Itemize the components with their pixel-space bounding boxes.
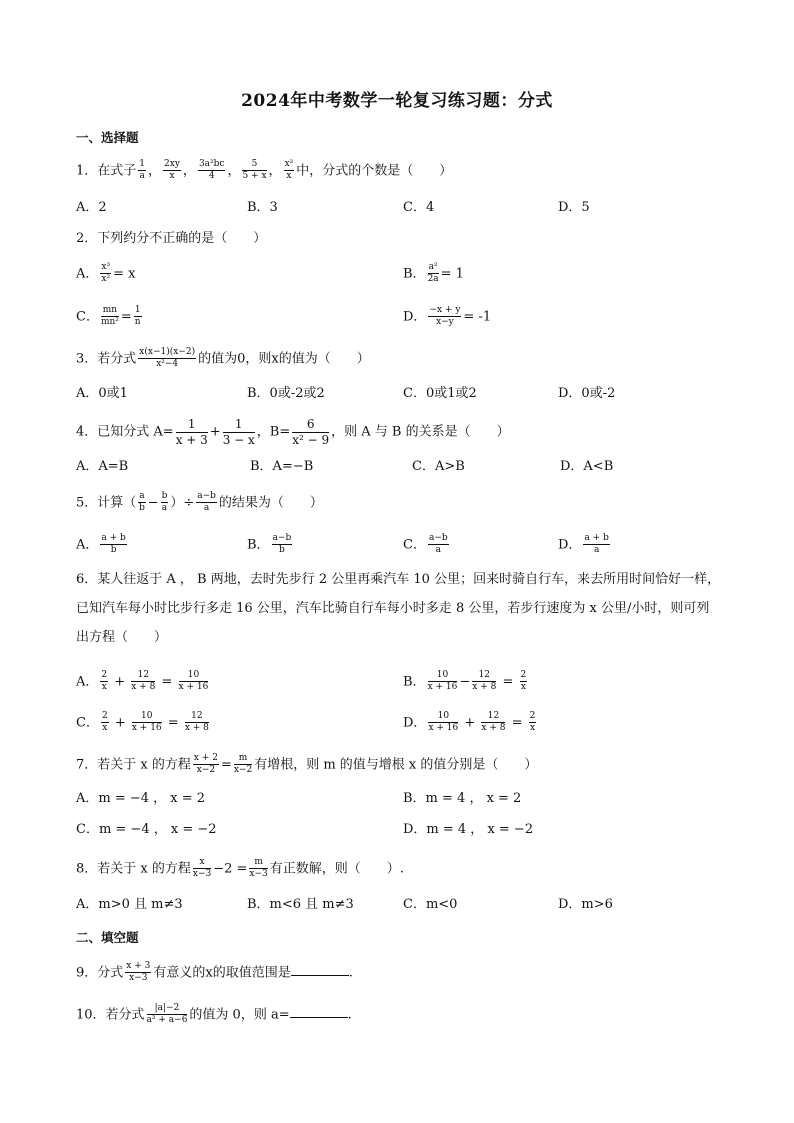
question-7-stem: 7．若关于 x 的方程 $\frac{x + 2}{x-2}$ = $\frac{m}{x-2}$ 有增根，则 m 的值与增根 x 的值分别是（ ） <box>76 753 538 776</box>
question-4-stem: 4．已知分式 A= $\frac{1}{x + 3}$ + $\frac{1}{3 - x}$ ，B= $\frac{6}{\text{x² − 9}}$ ，则 A 与 B 的关系是（ ） <box>76 417 510 447</box>
question-3-option-b: B．0或-2或2 <box>247 386 325 401</box>
question-5-option-a: A． $\frac{a + b}{b}$ <box>76 533 126 556</box>
question-1-option-a: A．2 <box>76 200 107 215</box>
section-heading-choice: 一、选择题 <box>76 130 139 145</box>
question-3-option-c: C．0或1或2 <box>403 386 477 401</box>
question-6-stem: 6．某人往返于 A ， B 两地，去时先步行 2 公里再乘汽车 10 公里；回来时骑自行车，来去所用时间恰好一样，已知汽车每小时比步行多走 16 公里，汽车比骑自行车每小时多走 8 公里，若步行速度为 x 公里/小时，则可列出方程（ ） <box>76 572 721 645</box>
section-heading-fill-blank: 二、填空题 <box>76 930 139 945</box>
answer-blank-9[interactable] <box>291 963 349 976</box>
question-2-option-a: A． $\frac{\text{x³}}{\text{x²}}$ = x <box>76 262 136 285</box>
question-8-option-c: C．m<0 <box>403 897 458 912</box>
question-2-option-b: B． $\frac{\text{a²}}{2a}$ = 1 <box>403 262 464 285</box>
question-8-option-b: B．m<6 且 m≠3 <box>247 897 354 912</box>
question-6-option-b: B． $\frac{10}{x + 16}$ − $\frac{12}{x + 8}$ = $\frac{2}{x}$ <box>403 670 527 693</box>
question-7-option-a: A．m = −4 ， x = 2 <box>76 791 206 806</box>
question-8-stem: 8．若关于 x 的方程 $\frac{x}{x-3}$ −2 = $\frac{m}{x-3}$ 有正数解，则（ ）. <box>76 857 404 880</box>
question-8-option-d: D．m>6 <box>558 897 613 912</box>
answer-blank-10[interactable] <box>290 1005 348 1018</box>
question-6-option-c: C． $\frac{2}{x}$ + $\frac{10}{x + 16}$ = $\frac{12}{x + 8}$ <box>76 711 209 734</box>
question-4-option-d: D．A<B <box>560 459 614 474</box>
page-title: 2024年中考数学一轮复习练习题：分式 <box>241 91 553 111</box>
question-2-stem: 2．下列约分不正确的是（ ） <box>76 231 267 246</box>
question-10-stem: 10．若分式 $\frac{|a|-2}{\text{a² + a−6}}$ 的值为 0，则 a= . <box>76 1003 352 1026</box>
question-7-option-b: B．m = 4 ， x = 2 <box>403 791 522 806</box>
question-5-stem: 5．计算（ $\frac{a}{b}$ − $\frac{b}{a}$ ）÷ $\frac{a-b}{a}$ 的结果为（ ） <box>76 491 323 514</box>
question-1-option-b: B．3 <box>247 200 278 215</box>
question-6-option-a: A． $\frac{2}{x}$ + $\frac{12}{x + 8}$ = $\frac{10}{x + 16}$ <box>76 670 209 693</box>
question-4-option-a: A．A=B <box>76 459 129 474</box>
question-7-option-d: D．m = 4 ， x = −2 <box>403 822 534 837</box>
question-1-option-d: D．5 <box>558 200 590 215</box>
question-4-option-c: C．A>B <box>412 459 465 474</box>
question-8-option-a: A．m>0 且 m≠3 <box>76 897 183 912</box>
question-1-option-c: C．4 <box>403 200 435 215</box>
question-3-option-a: A．0或1 <box>76 386 128 401</box>
question-2-option-d: D． $\frac{-x + y}{x-y}$ = -1 <box>403 305 492 328</box>
question-2-option-c: C． $\frac{mn}{\text{mn²}}$ = $\frac{1}{n}$ <box>76 305 141 328</box>
question-6-option-d: D． $\frac{10}{x + 16}$ + $\frac{12}{x + 8}$ = $\frac{2}{x}$ <box>403 711 536 734</box>
question-5-option-d: D． $\frac{a + b}{a}$ <box>558 533 609 556</box>
question-5-option-c: C． $\frac{a-b}{a}$ <box>403 533 448 556</box>
question-3-stem: 3．若分式 $\frac{x(x-1)(x-2)}{\text{x²−4}}$ 的值为0，则x的值为（ ） <box>76 347 370 370</box>
question-5-option-b: B． $\frac{a-b}{b}$ <box>247 533 292 556</box>
question-4-option-b: B．A=−B <box>250 459 314 474</box>
question-9-stem: 9．分式 $\frac{x + 3}{x-3}$ 有意义的x的取值范围是 . <box>76 961 353 984</box>
question-7-option-c: C．m = −4 ， x = −2 <box>76 822 217 837</box>
question-3-option-d: D．0或-2 <box>558 386 616 401</box>
question-1-stem: 1．在式子 $\frac{1}{a}$ ， $\frac{2xy}{x}$ ， $\frac{\text{3a²bc}}{4}$ ， $\frac{5}{5 + x}$ ， $\frac{\text{x²}}{x}$ 中，分式的个数是（ ） <box>76 159 453 182</box>
